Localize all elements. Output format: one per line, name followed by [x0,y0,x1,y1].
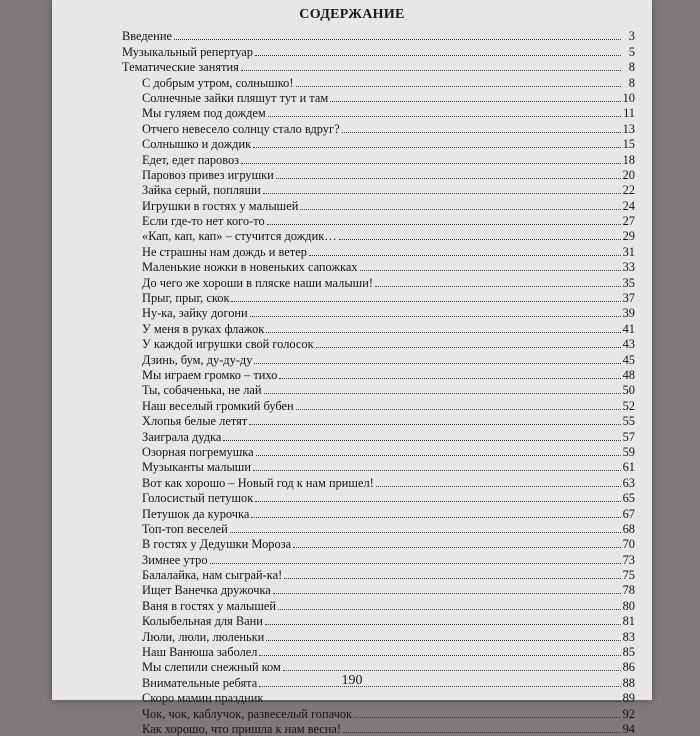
toc-entry [122,521,635,536]
toc-entry-title: Не страшны нам дождь и ветер [142,244,307,259]
dot-leader [284,578,620,579]
toc-entry [122,444,635,459]
dot-leader [174,39,621,40]
dot-leader [249,424,620,425]
dot-leader [265,701,620,702]
toc-entry-title: Паровоз привез игрушки [142,167,274,182]
toc-entry-page: 10 [622,90,635,105]
toc-entry [122,74,635,89]
toc-entry-title: Зайка серый, попляши [142,183,261,198]
toc-entry-title: Ищет Ванечка дружочка [142,583,271,598]
dot-leader [265,624,621,625]
dot-leader [241,70,621,71]
toc-entry [122,367,635,382]
dot-leader [231,301,620,302]
toc-entry-title: Дзинь, бум, ду-ду-ду [142,352,253,367]
dot-leader [230,532,621,533]
toc-entry-title: Если где-то нет кого-то [142,214,265,229]
toc-entry [122,228,635,243]
toc-entry [122,690,635,705]
toc-entry-page: 18 [622,152,635,167]
toc-entry-page: 80 [622,598,635,613]
toc-entry-page: 37 [622,291,635,306]
toc-entry-title: «Кап, кап, кап» – стучится дождик… [142,229,337,244]
dot-leader [330,101,620,102]
toc-entry-title: Музыканты малыши [142,460,251,475]
page-title: СОДЕРЖАНИЕ [299,7,405,22]
toc-entry-page: 8 [628,60,635,75]
toc-entry [122,290,635,305]
toc-entry [122,320,635,335]
dot-leader [254,363,620,364]
toc-entry-title: Игрушки в гостях у малышей [142,198,299,213]
dot-leader [263,193,621,194]
toc-entry-page: 68 [622,521,635,536]
toc-entry [122,28,635,43]
dot-leader [273,593,621,594]
toc-entry [122,397,635,412]
toc-entry [122,582,635,597]
toc-entry-title: Колыбельная для Вани [142,614,263,629]
dot-leader [268,116,621,117]
toc-entry-page: 11 [623,106,635,121]
toc-entry-page: 35 [622,275,635,290]
dot-leader [300,209,620,210]
toc-entry-page: 15 [622,137,635,152]
toc-entry [122,567,635,582]
dot-leader [343,732,621,733]
toc-entry [122,628,635,643]
toc-entry [122,597,635,612]
dot-leader [375,286,621,287]
toc-entry-page: 31 [622,244,635,259]
toc-entry-title: Маленькие ножки в новеньких сапожках [142,260,358,275]
toc-entry-title: Мы играем громко – тихо [142,367,278,382]
dot-leader [276,178,621,179]
dot-leader [267,224,621,225]
toc-entry [122,505,635,520]
toc-entry-page: 75 [622,568,635,583]
toc-entry-page: 8 [628,75,635,90]
toc-entry-title: Вот как хорошо – Новый год к нам пришел! [142,475,374,490]
toc-entry-title: Наш веселый громкий бубен [142,398,294,413]
toc-entry-page: 20 [622,167,635,182]
toc-entry-title: Скоро мамин праздник [142,691,264,706]
dot-leader [354,717,621,718]
toc-entry-page: 92 [622,706,635,721]
toc-entry-title: Мы слепили снежный ком [142,660,281,675]
dot-leader [253,147,621,148]
toc-entry-title: Озорная погремушка [142,444,254,459]
toc-entry-title: Наш Ванюша заболел [142,645,258,660]
toc-entry-page: 43 [622,337,635,352]
toc-entry [122,136,635,151]
toc-entry-page: 70 [622,537,635,552]
toc-entry-page: 86 [622,660,635,675]
toc-entry [122,474,635,489]
dot-leader [241,163,621,164]
toc-entry [122,259,635,274]
toc-entry [122,382,635,397]
dot-leader [264,393,621,394]
toc-entry-page: 59 [622,444,635,459]
toc-entry-page: 81 [622,614,635,629]
dot-leader [223,440,620,441]
toc-entry-title: Голосистый петушок [142,491,254,506]
dot-leader [251,517,620,518]
toc-entry-title: Зимнее утро [142,552,208,567]
toc-entry-page: 27 [622,214,635,229]
dot-leader [210,563,621,564]
toc-entry-title: Чок, чок, каблучок, развеселый гопачок [142,706,353,721]
dot-leader [293,547,621,548]
toc-entry [122,151,635,166]
toc-entry-page: 13 [622,121,635,136]
toc-entry [122,243,635,258]
dot-leader [259,655,620,656]
toc-entry-page: 45 [622,352,635,367]
toc-entry-page: 52 [622,398,635,413]
book-page [52,0,652,736]
toc-entry-title: Прыг, прыг, скок [142,291,230,306]
toc-entry-page: 89 [622,691,635,706]
dot-leader [253,470,621,471]
dot-leader [256,455,621,456]
toc-entry [122,120,635,135]
toc-entry [122,351,635,366]
table-of-contents [122,28,635,736]
toc-entry-title: Ты, собаченька, не лай [142,383,262,398]
toc-entry-title: Тематические занятия [122,60,239,75]
toc-entry [122,213,635,228]
toc-entry-page: 85 [622,645,635,660]
toc-entry-title: Внимательные ребята [142,675,258,690]
dot-leader [296,409,621,410]
dot-leader [279,378,620,379]
dot-leader [278,609,621,610]
toc-entry-page: 41 [622,321,635,336]
toc-entry-page: 67 [622,506,635,521]
toc-entry [122,428,635,443]
toc-entry-title: Мы гуляем под дождем [142,106,266,121]
dot-leader [266,640,620,641]
toc-entry [122,59,635,74]
dot-leader [266,332,620,333]
dot-leader [255,55,621,56]
toc-entry-page: 5 [628,44,635,59]
dot-leader [316,347,621,348]
toc-entry-title: Музыкальный репертуар [122,44,253,59]
toc-entry-page: 61 [622,460,635,475]
dot-leader [309,255,621,256]
toc-entry-page: 94 [622,721,635,736]
toc-entry [122,274,635,289]
toc-entry-page: 73 [622,552,635,567]
dot-leader [296,86,621,87]
toc-entry-page: 33 [622,260,635,275]
toc-entry [122,182,635,197]
toc-entry-title: Петушок да курочка [142,506,250,521]
toc-entry-page: 57 [622,429,635,444]
toc-entry-title: Балалайка, нам сыграй-ка! [142,568,283,583]
toc-entry [122,105,635,120]
toc-entry [122,459,635,474]
toc-entry [122,536,635,551]
toc-entry-title: Отчего невесело солнцу стало вдруг? [142,121,340,136]
toc-entry-title: В гостях у Дедушки Мороза [142,537,292,552]
toc-entry-page: 39 [622,306,635,321]
toc-entry [122,644,635,659]
dot-leader [250,316,621,317]
toc-entry [122,336,635,351]
toc-entry [122,90,635,105]
toc-entry [122,167,635,182]
toc-entry [122,721,635,736]
toc-entry-title: Едет, едет паровоз [142,152,240,167]
dot-leader [255,501,620,502]
dot-leader [283,670,621,671]
toc-entry-page: 24 [622,198,635,213]
toc-entry-page: 48 [622,367,635,382]
toc-entry-title: Хлопья белые летят [142,414,248,429]
toc-entry-title: Люли, люли, люленьки [142,629,265,644]
toc-entry-title: Заиграла дудка [142,429,222,444]
toc-entry [122,551,635,566]
toc-entry [122,43,635,58]
toc-entry-title: Ваня в гостях у малышей [142,598,276,613]
toc-entry-page: 65 [622,491,635,506]
toc-entry-page: 78 [622,583,635,598]
toc-entry-title: Как хорошо, что пришла к нам весна! [142,721,342,736]
toc-entry-page: 22 [622,183,635,198]
dot-leader [342,132,621,133]
toc-entry [122,490,635,505]
toc-entry [122,197,635,212]
toc-entry [122,705,635,720]
toc-entry-title: Ну-ка, зайку догони [142,306,248,321]
toc-entry-title: С добрым утром, солнышко! [142,75,294,90]
toc-entry-title: Введение [122,29,172,44]
toc-entry-title: У меня в руках флажок [142,321,265,336]
toc-entry-page: 63 [622,475,635,490]
toc-entry-title: Солнышко и дождик [142,137,252,152]
toc-entry-page: 83 [622,629,635,644]
page-number: 190 [341,673,363,688]
toc-entry [122,305,635,320]
toc-entry-page: 55 [622,414,635,429]
toc-entry-page: 50 [622,383,635,398]
toc-entry [122,613,635,628]
dot-leader [360,270,621,271]
dot-leader [339,239,621,240]
toc-entry-title: До чего же хороши в пляске наши малыши! [142,275,373,290]
toc-entry-title: Солнечные зайки пляшут тут и там [142,90,329,105]
toc-entry-page: 88 [622,675,635,690]
toc-entry-title: Топ-топ веселей [142,521,228,536]
toc-entry [122,413,635,428]
toc-entry-page: 29 [622,229,635,244]
toc-entry-page: 3 [628,29,635,44]
toc-entry-title: У каждой игрушки свой голосок [142,337,314,352]
dot-leader [376,486,621,487]
